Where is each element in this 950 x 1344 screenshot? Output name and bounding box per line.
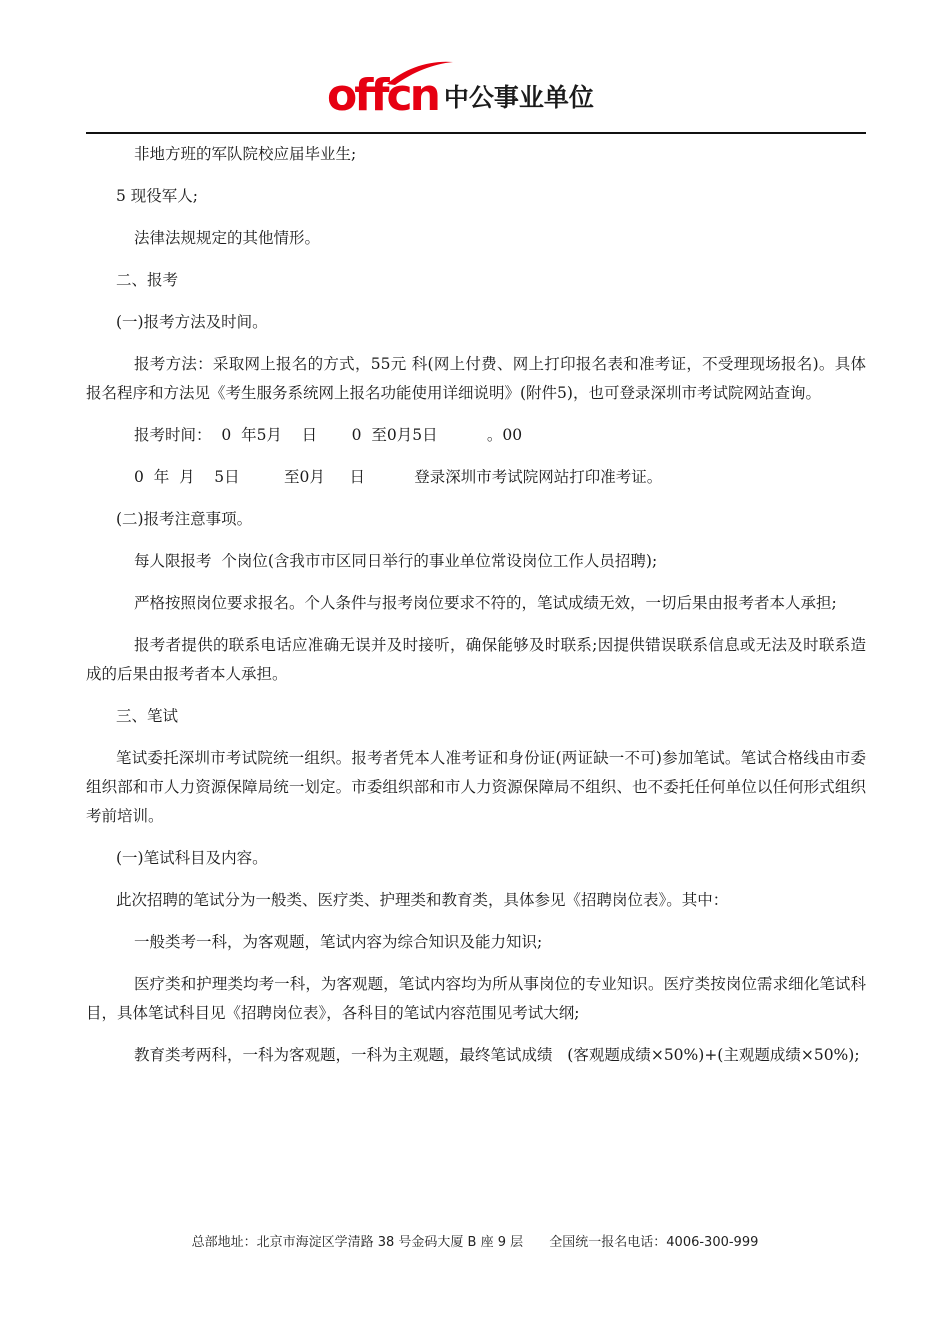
logo-swoosh-icon	[385, 58, 455, 86]
paragraph: (二)报考注意事项。	[116, 510, 253, 528]
paragraph: 5 现役军人;	[116, 187, 199, 205]
header-divider	[86, 132, 866, 134]
paragraph: 报考时间： 0 年5月 日 0 至0月5日 。00	[134, 426, 523, 444]
footer-phone: 全国统一报名电话：4006-300-999	[549, 1235, 759, 1250]
logo-mark: offcn	[327, 74, 438, 118]
paragraph: 0 年 月 5日 至0月 日 登录深圳市考试院网站打印准考证。	[134, 468, 663, 486]
paragraph: (一)报考方法及时间。	[116, 313, 268, 331]
paragraph: 每人限报考 个岗位(含我市市区同日举行的事业单位常设岗位工作人员招聘);	[134, 552, 658, 570]
paragraph: 报考方法：采取网上报名的方式，55元 科(网上付费、网上打印报名表和准考证，不受理现场报名)。具体报名程序和方法见《考生服务系统网上报名功能使用详细说明》(附件5)，也可登录深圳市考试院网站查询。	[86, 355, 866, 402]
paragraph: 此次招聘的笔试分为一般类、医疗类、护理类和教育类，具体参见《招聘岗位表》。其中：	[116, 891, 729, 909]
paragraph: 三、笔试	[116, 707, 179, 725]
paragraph: 医疗类和护理类均考一科，为客观题，笔试内容均为所从事岗位的专业知识。医疗类按岗位需求细化笔试科目，具体笔试科目见《招聘岗位表》，各科目的笔试内容范围见考试大纲;	[86, 975, 866, 1022]
paragraph: 非地方班的军队院校应届毕业生;	[134, 145, 357, 163]
paragraph: (一)笔试科目及内容。	[116, 849, 268, 867]
document-body	[86, 140, 866, 1083]
footer-address: 总部地址：北京市海淀区学清路 38 号金码大厦 B 座 9 层	[191, 1235, 524, 1250]
paragraph: 教育类考两科，一科为客观题，一科为主观题，最终笔试成绩 (客观题成绩×50%)+(主观题成绩×50%);	[134, 1046, 860, 1064]
offcn-logo	[327, 62, 594, 121]
page-footer	[0, 1231, 950, 1250]
paragraph: 笔试委托深圳市考试院统一组织。报考者凭本人准考证和身份证(两证缺一不可)参加笔试。笔试合格线由市委组织部和市人力资源保障局统一划定。市委组织部和市人力资源保障局不组织、也不委托任何单位以任何形式组织考前培训。	[86, 749, 866, 825]
page-header	[0, 0, 950, 136]
paragraph: 法律法规规定的其他情形。	[134, 229, 321, 247]
paragraph: 二、报考	[116, 271, 179, 289]
paragraph: 报考者提供的联系电话应准确无误并及时接听，确保能够及时联系;因提供错误联系信息或无法及时联系造成的后果由报考者本人承担。	[86, 636, 866, 683]
logo-text: 中公事业单位	[443, 83, 594, 112]
paragraph: 一般类考一科，为客观题，笔试内容为综合知识及能力知识;	[134, 933, 543, 951]
paragraph: 严格按照岗位要求报名。个人条件与报考岗位要求不符的，笔试成绩无效，一切后果由报考者本人承担;	[134, 594, 837, 612]
